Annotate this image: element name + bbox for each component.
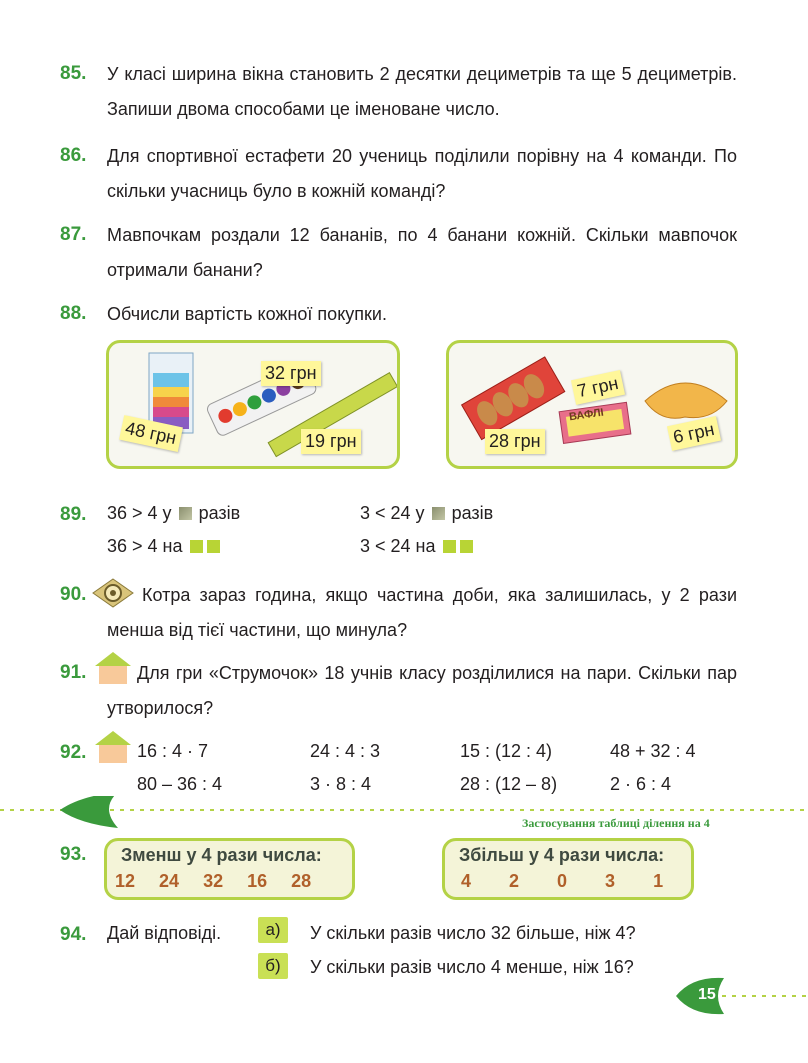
problem-number-91: 91. (60, 662, 87, 683)
expression: 28 : (12 – 8) (460, 774, 558, 794)
expression: 2 · 6 : 4 (610, 774, 672, 794)
comparison-b: 3 < 24 у разів (360, 503, 494, 523)
problem-number-92: 92. (60, 742, 87, 763)
problem-number-90: 90. (60, 584, 87, 605)
problem-number-85: 85. (60, 63, 87, 84)
option-letter-a: а) (258, 917, 288, 943)
problem-number-86: 86. (60, 145, 87, 166)
expression: 16 : 4 · 7 (137, 741, 209, 761)
problem-text-91: Для гри «Струмочок» 18 учнів класу розділилися на пари. Скільки пар утворилося? (107, 663, 737, 718)
comparison-c: 36 > 4 на (107, 536, 222, 557)
blank-box (460, 540, 473, 553)
problem-number-94: 94. (60, 924, 87, 945)
task-card-increase (442, 838, 694, 900)
card-numbers: 12 24 32 16 28 (115, 871, 312, 891)
price-tag-ruler: 19 грн (301, 429, 361, 454)
waffle-label: ВАФЛІ (568, 406, 605, 424)
blank-box (179, 507, 192, 520)
page-number-ornament (672, 976, 808, 1016)
problem-number-87: 87. (60, 224, 87, 245)
cookie-box-icon (462, 357, 565, 440)
price-tag-croissant: 6 грн (667, 416, 721, 451)
blank-box (432, 507, 445, 520)
blank-box (443, 540, 456, 553)
price-tag-pencils: 48 грн (119, 415, 182, 452)
card-title: Збільш у 4 рази числа: (459, 845, 665, 865)
expression: 24 : 4 : 3 (310, 741, 381, 761)
card-numbers: 4 2 0 3 1 (461, 871, 664, 891)
task-card-decrease (104, 838, 355, 900)
problem-lead-94: Дай відповіді. (107, 923, 222, 943)
problem-number-93: 93. (60, 844, 87, 865)
comparison-d: 3 < 24 на (360, 536, 475, 557)
card-title: Зменш у 4 рази числа: (121, 845, 322, 865)
price-tag-paints: 32 грн (261, 361, 321, 386)
price-tag-waffles: 7 грн (571, 370, 625, 405)
leaf-ornament-icon (60, 796, 118, 828)
problem-text-86: Для спортивної естафети 20 учениць поділили порівну на 4 команди. По скільки учасниць було в кожній команді? (107, 146, 737, 201)
question-a: У скільки разів число 32 більше, ніж 4? (310, 923, 636, 943)
expression: 3 · 8 : 4 (310, 774, 372, 794)
problem-number-89: 89. (60, 504, 87, 525)
problem-text-90: Котра зараз година, якщо частина доби, яка залишилась, у 2 рази менша від тієї частини, що минула? (107, 585, 737, 640)
price-tag-cookies: 28 грн (485, 429, 545, 454)
expression: 48 + 32 : 4 (610, 741, 696, 761)
croissant-icon (645, 383, 727, 418)
blank-box (207, 540, 220, 553)
shopping-panel-right (446, 340, 738, 469)
shopping-panel-left (106, 340, 400, 469)
running-header: Застосування таблиці ділення на 4 (522, 816, 710, 830)
expression: 15 : (12 : 4) (460, 741, 553, 761)
problem-text-88: Обчисли вартість кожної покупки. (107, 304, 387, 324)
question-b: У скільки разів число 4 менше, ніж 16? (310, 957, 634, 977)
problem-number-88: 88. (60, 303, 87, 324)
page-number: 15 (698, 986, 716, 1003)
comparison-a: 36 > 4 у разів (107, 503, 241, 523)
blank-box (190, 540, 203, 553)
problem-text-87: Мавпочкам роздали 12 бананів, по 4 банани кожній. Скільки мавпочок отримали банани? (107, 225, 737, 280)
option-letter-b: б) (258, 953, 288, 979)
problem-text-85: У класі ширина вікна становить 2 десятки дециметрів та ще 5 дециметрів. Запиши двома способами це іменоване число. (107, 64, 737, 119)
home-task-icon (94, 730, 132, 764)
expression: 80 – 36 : 4 (137, 774, 223, 794)
